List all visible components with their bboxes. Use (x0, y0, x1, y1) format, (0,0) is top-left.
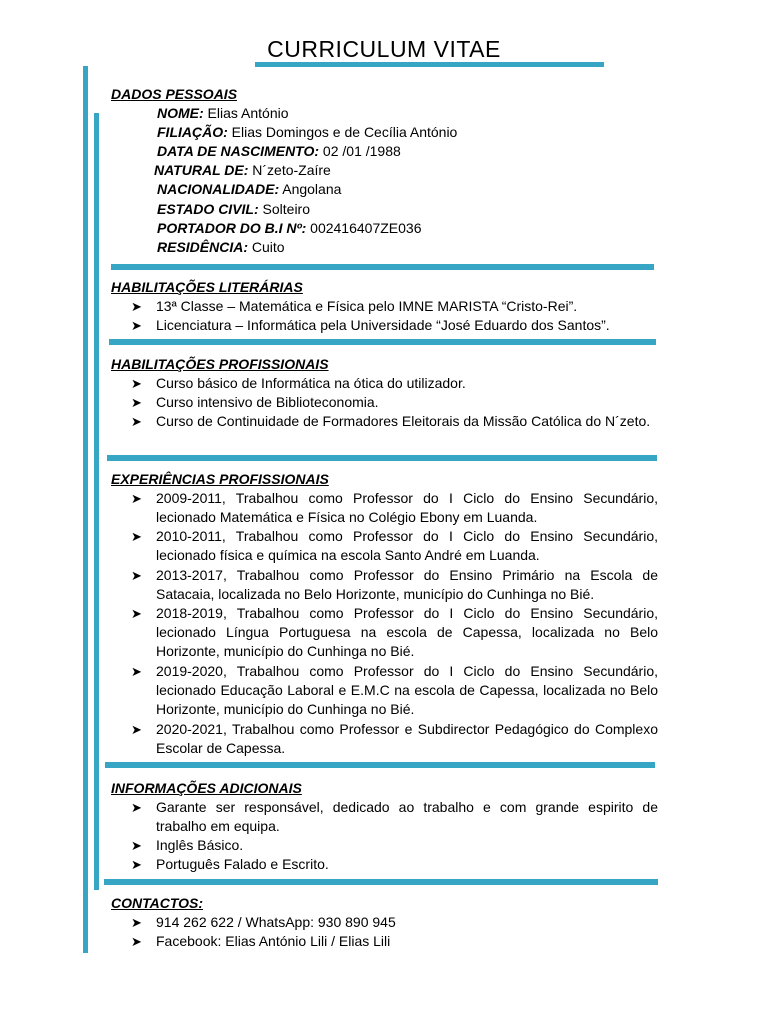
field-value: 002416407ZE036 (306, 220, 422, 236)
field-value: 02 /01 /1988 (319, 143, 401, 159)
divider-bar-2 (109, 339, 656, 345)
list-item-text: Garante ser responsável, dedicado ao trabalho e com grande espirito de trabalho em equipa. (156, 799, 658, 834)
list-item (131, 836, 658, 855)
arrow-bullet-icon: ➤ (131, 606, 142, 621)
list-item-text: Curso intensivo de Biblioteconomia. (156, 394, 379, 410)
field-value: N´zeto-Zaíre (248, 162, 331, 178)
list-item (131, 489, 658, 527)
divider-bar-3 (107, 455, 657, 461)
list-item (131, 932, 658, 951)
personal-field-name (157, 105, 289, 121)
field-value: Elias Domingos e de Cecília António (227, 124, 458, 140)
field-label: DATA DE NASCIMENTO: (157, 143, 320, 159)
arrow-bullet-icon: ➤ (131, 491, 142, 506)
personal-field-birthdate (157, 143, 401, 159)
list-item-text: Curso de Continuidade de Formadores Eleitorais da Missão Católica do N´zeto. (156, 413, 651, 429)
arrow-bullet-icon: ➤ (131, 529, 142, 544)
arrow-bullet-icon: ➤ (131, 376, 142, 391)
section-heading-additional-info: INFORMAÇÕES ADICIONAIS (111, 780, 302, 796)
list-item-text: Licenciatura – Informática pela Universidade “José Eduardo dos Santos”. (156, 317, 610, 333)
field-label: NACIONALIDADE: (157, 181, 280, 197)
list-item (131, 798, 658, 836)
arrow-bullet-icon: ➤ (131, 299, 142, 314)
field-label: NATURAL DE: (154, 162, 249, 178)
arrow-bullet-icon: ➤ (131, 934, 142, 949)
section-heading-contacts: CONTACTOS: (111, 895, 204, 911)
arrow-bullet-icon: ➤ (131, 838, 142, 853)
left-vertical-bar-outer (83, 66, 88, 953)
list-item-text: Inglês Básico. (156, 837, 244, 853)
list-item (131, 566, 658, 604)
personal-field-birthplace (154, 162, 331, 178)
list-item-text: 2009-2011, Trabalhou como Professor do I Ciclo do Ensino Secundário, lecionado Matemática e Física no Colégio Ebony em Luanda. (156, 490, 658, 525)
field-value: Angolana (279, 181, 342, 197)
list-item (131, 604, 658, 661)
arrow-bullet-icon: ➤ (131, 318, 142, 333)
field-label: PORTADOR DO B.I Nº: (157, 220, 307, 236)
list-item-text: 2010-2011, Trabalhou como Professor do I Ciclo do Ensino Secundário, lecionado física e química na escola Santo André em Luanda. (156, 528, 658, 563)
personal-field-id-number (157, 220, 421, 236)
arrow-bullet-icon: ➤ (131, 857, 142, 872)
list-item-text: 13ª Classe – Matemática e Física pelo IMNE MARISTA “Cristo-Rei”. (156, 298, 578, 314)
list-item-text: 2020-2021, Trabalhou como Professor e Subdirector Pedagógico do Complexo Escolar de Capessa. (156, 721, 658, 756)
left-vertical-bar-inner (94, 113, 99, 890)
field-label: NOME: (157, 105, 204, 121)
personal-field-nationality (157, 181, 341, 197)
personal-field-marital-status (157, 201, 310, 217)
list-item (131, 374, 658, 393)
list-item-text: Português Falado e Escrito. (156, 856, 329, 872)
list-item (131, 720, 658, 758)
field-value: Solteiro (258, 201, 310, 217)
list-item (131, 412, 658, 431)
arrow-bullet-icon: ➤ (131, 800, 142, 815)
section-heading-professional-qualifications: HABILITAÇÕES PROFISSIONAIS (111, 356, 329, 372)
divider-bar-4 (105, 762, 655, 768)
divider-bar-5 (104, 879, 658, 885)
list-item-text: 2019-2020, Trabalhou como Professor do I Ciclo do Ensino Secundário, lecionado Educação Laboral e E.M.C na escola de Capessa, localizada no Belo Horizonte, município do Cunhinga no Bié. (156, 663, 658, 717)
list-item (131, 662, 658, 719)
list-item-text: 2013-2017, Trabalhou como Professor do Ensino Primário na Escola de Satacaia, localizada no Belo Horizonte, município do Cunhinga no Bié. (156, 567, 658, 602)
section-heading-experience: EXPERIÊNCIAS PROFISSIONAIS (111, 471, 329, 487)
arrow-bullet-icon: ➤ (131, 722, 142, 737)
list-item (131, 855, 658, 874)
contact-phone: 914 262 622 / WhatsApp: 930 890 945 (156, 914, 396, 930)
list-item (131, 297, 658, 316)
section-heading-literary: HABILITAÇÕES LITERÁRIAS (111, 279, 303, 295)
arrow-bullet-icon: ➤ (131, 915, 142, 930)
document-title: CURRICULUM VITAE (267, 36, 501, 62)
list-item (131, 913, 658, 932)
list-item-text: Curso básico de Informática na ótica do utilizador. (156, 375, 466, 391)
field-value: Elias António (203, 105, 289, 121)
field-label: ESTADO CIVIL: (157, 201, 259, 217)
field-label: RESIDÊNCIA: (157, 239, 249, 255)
field-label: FILIAÇÃO: (157, 124, 228, 140)
arrow-bullet-icon: ➤ (131, 664, 142, 679)
list-item (131, 393, 658, 412)
section-heading-personal: DADOS PESSOAIS (111, 86, 238, 102)
personal-field-filiation (157, 124, 457, 140)
arrow-bullet-icon: ➤ (131, 568, 142, 583)
list-item (131, 316, 658, 335)
title-underline-bar (255, 62, 604, 67)
list-item-text: 2018-2019, Trabalhou como Professor do I Ciclo do Ensino Secundário, lecionado Língua Portuguesa na escola de Capessa, localizada no Belo Horizonte, município do Cunhinga no Bié. (156, 605, 658, 659)
arrow-bullet-icon: ➤ (131, 395, 142, 410)
contact-facebook: Facebook: Elias António Lili / Elias Lili (156, 933, 391, 949)
arrow-bullet-icon: ➤ (131, 414, 142, 429)
field-value: Cuito (248, 239, 285, 255)
list-item (131, 527, 658, 565)
divider-bar-1 (111, 264, 654, 270)
personal-field-residence (157, 239, 285, 255)
